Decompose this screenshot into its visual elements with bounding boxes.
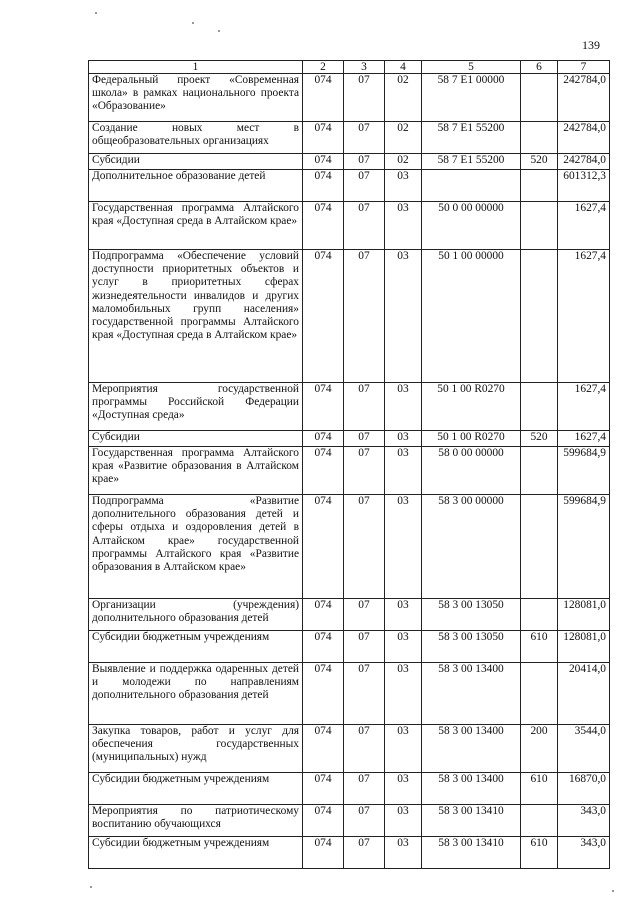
table-row (89, 599, 610, 631)
row-target-article-cell (422, 170, 521, 202)
row-expense-type-cell (521, 202, 558, 250)
row-ministry-cell: 074 (303, 663, 344, 725)
row-subsection-cell: 03 (385, 599, 422, 631)
row-name-cell: Подпрограмма «Развитие дополнительного образования детей и сферы отдыха и оздоровления детей в Алтайском крае» государственной программы Алтайского края «Развитие образования в Алтайском крае» (89, 495, 303, 599)
row-subsection-cell: 03 (385, 447, 422, 495)
row-expense-type-cell: 200 (521, 725, 558, 773)
table-row (89, 447, 610, 495)
header-row (89, 61, 610, 74)
row-ministry-cell: 074 (303, 447, 344, 495)
row-amount-cell: 242784,0 (558, 154, 610, 170)
row-section-cell: 07 (344, 383, 385, 431)
row-ministry-cell: 074 (303, 122, 344, 154)
row-amount-cell: 242784,0 (558, 74, 610, 122)
row-expense-type-cell: 610 (521, 837, 558, 869)
row-ministry-cell: 074 (303, 725, 344, 773)
row-amount-cell: 343,0 (558, 805, 610, 837)
row-name-cell: Мероприятия по патриотическому воспитанию обучающихся (89, 805, 303, 837)
row-name-cell: Государственная программа Алтайского края «Доступная среда в Алтайском крае» (89, 202, 303, 250)
row-expense-type-cell: 610 (521, 773, 558, 805)
row-subsection-cell: 03 (385, 170, 422, 202)
table-row (89, 805, 610, 837)
row-ministry-cell: 074 (303, 805, 344, 837)
row-target-article-cell: 58 3 00 13410 (422, 837, 521, 869)
header-col-1: 1 (89, 61, 303, 74)
row-ministry-cell: 074 (303, 383, 344, 431)
row-target-article-cell: 58 0 00 00000 (422, 447, 521, 495)
row-expense-type-cell (521, 383, 558, 431)
header-col-5: 5 (422, 61, 521, 74)
row-target-article-cell: 50 1 00 00000 (422, 250, 521, 383)
table-row (89, 170, 610, 202)
row-subsection-cell: 03 (385, 202, 422, 250)
table-row (89, 74, 610, 122)
row-subsection-cell: 03 (385, 431, 422, 447)
row-name-cell: Дополнительное образование детей (89, 170, 303, 202)
row-amount-cell: 599684,9 (558, 447, 610, 495)
row-expense-type-cell (521, 447, 558, 495)
row-expense-type-cell (521, 170, 558, 202)
row-amount-cell: 599684,9 (558, 495, 610, 599)
row-target-article-cell: 58 7 E1 55200 (422, 122, 521, 154)
row-target-article-cell: 50 1 00 R0270 (422, 431, 521, 447)
row-expense-type-cell (521, 122, 558, 154)
row-name-cell: Субсидии (89, 154, 303, 170)
row-target-article-cell: 58 3 00 13400 (422, 725, 521, 773)
row-amount-cell: 1627,4 (558, 250, 610, 383)
row-amount-cell: 601312,3 (558, 170, 610, 202)
row-name-cell: Субсидии бюджетным учреждениям (89, 773, 303, 805)
row-name-cell: Субсидии бюджетным учреждениям (89, 837, 303, 869)
row-expense-type-cell: 520 (521, 154, 558, 170)
row-name-cell: Федеральный проект «Современная школа» в рамках национального проекта «Образование» (89, 74, 303, 122)
row-ministry-cell: 074 (303, 599, 344, 631)
row-expense-type-cell: 610 (521, 631, 558, 663)
row-section-cell: 07 (344, 250, 385, 383)
row-expense-type-cell (521, 250, 558, 383)
row-name-cell: Мероприятия государственной программы Российской Федерации «Доступная среда» (89, 383, 303, 431)
row-section-cell: 07 (344, 773, 385, 805)
page-number: 139 (582, 38, 600, 52)
row-ministry-cell: 074 (303, 837, 344, 869)
table-row (89, 431, 610, 447)
row-section-cell: 07 (344, 631, 385, 663)
budget-table (88, 60, 610, 869)
row-name-cell: Субсидии (89, 431, 303, 447)
header-col-4: 4 (385, 61, 422, 74)
table-row (89, 383, 610, 431)
row-expense-type-cell (521, 495, 558, 599)
row-expense-type-cell: 520 (521, 431, 558, 447)
row-amount-cell: 20414,0 (558, 663, 610, 725)
row-section-cell: 07 (344, 122, 385, 154)
row-section-cell: 07 (344, 74, 385, 122)
row-subsection-cell: 03 (385, 631, 422, 663)
row-amount-cell: 1627,4 (558, 431, 610, 447)
row-subsection-cell: 03 (385, 725, 422, 773)
table-row (89, 495, 610, 599)
header-col-7: 7 (558, 61, 610, 74)
table-row (89, 663, 610, 725)
table-row (89, 837, 610, 869)
row-ministry-cell: 074 (303, 431, 344, 447)
row-section-cell: 07 (344, 170, 385, 202)
table-row (89, 725, 610, 773)
scan-speck (95, 12, 97, 14)
row-name-cell: Субсидии бюджетным учреждениям (89, 631, 303, 663)
row-section-cell: 07 (344, 599, 385, 631)
row-expense-type-cell (521, 805, 558, 837)
row-target-article-cell: 58 3 00 13050 (422, 631, 521, 663)
table-row (89, 250, 610, 383)
row-subsection-cell: 03 (385, 837, 422, 869)
row-name-cell: Государственная программа Алтайского края «Развитие образования в Алтайском крае» (89, 447, 303, 495)
row-section-cell: 07 (344, 805, 385, 837)
row-target-article-cell: 58 7 E1 00000 (422, 74, 521, 122)
row-name-cell: Подпрограмма «Обеспечение условий доступности приоритетных объектов и услуг в приоритетных сферах жизнедеятельности инвалидов и других маломобильных групп населения» государственной программы Алтайского края «Доступная среда в Алтайском крае» (89, 250, 303, 383)
row-target-article-cell: 58 3 00 13400 (422, 663, 521, 725)
table-row (89, 154, 610, 170)
row-subsection-cell: 02 (385, 74, 422, 122)
row-subsection-cell: 02 (385, 122, 422, 154)
table-row (89, 122, 610, 154)
row-subsection-cell: 03 (385, 495, 422, 599)
row-ministry-cell: 074 (303, 631, 344, 663)
row-expense-type-cell (521, 74, 558, 122)
row-ministry-cell: 074 (303, 250, 344, 383)
row-subsection-cell: 02 (385, 154, 422, 170)
row-ministry-cell: 074 (303, 202, 344, 250)
row-target-article-cell: 58 7 E1 55200 (422, 154, 521, 170)
row-section-cell: 07 (344, 154, 385, 170)
row-ministry-cell: 074 (303, 154, 344, 170)
scan-speck (218, 30, 220, 32)
row-section-cell: 07 (344, 725, 385, 773)
table-row (89, 202, 610, 250)
row-amount-cell: 242784,0 (558, 122, 610, 154)
scan-speck (612, 890, 614, 892)
row-subsection-cell: 03 (385, 773, 422, 805)
row-target-article-cell: 58 3 00 13400 (422, 773, 521, 805)
row-target-article-cell: 58 3 00 13410 (422, 805, 521, 837)
row-amount-cell: 1627,4 (558, 202, 610, 250)
scan-speck (192, 22, 194, 24)
row-name-cell: Закупка товаров, работ и услуг для обеспечения государственных (муниципальных) нужд (89, 725, 303, 773)
row-ministry-cell: 074 (303, 74, 344, 122)
table-row (89, 773, 610, 805)
header-col-3: 3 (344, 61, 385, 74)
row-ministry-cell: 074 (303, 773, 344, 805)
row-amount-cell: 343,0 (558, 837, 610, 869)
row-section-cell: 07 (344, 447, 385, 495)
row-name-cell: Создание новых мест в общеобразовательных организациях (89, 122, 303, 154)
header-col-6: 6 (521, 61, 558, 74)
row-target-article-cell: 50 0 00 00000 (422, 202, 521, 250)
row-section-cell: 07 (344, 495, 385, 599)
row-amount-cell: 128081,0 (558, 631, 610, 663)
table-row (89, 631, 610, 663)
row-amount-cell: 16870,0 (558, 773, 610, 805)
row-name-cell: Выявление и поддержка одаренных детей и молодежи по направлениям дополнительного образования детей (89, 663, 303, 725)
row-amount-cell: 3544,0 (558, 725, 610, 773)
row-section-cell: 07 (344, 431, 385, 447)
row-target-article-cell: 58 3 00 00000 (422, 495, 521, 599)
scan-speck (90, 886, 92, 888)
row-name-cell: Организации (учреждения) дополнительного образования детей (89, 599, 303, 631)
row-amount-cell: 128081,0 (558, 599, 610, 631)
row-subsection-cell: 03 (385, 663, 422, 725)
row-subsection-cell: 03 (385, 250, 422, 383)
row-subsection-cell: 03 (385, 383, 422, 431)
row-section-cell: 07 (344, 837, 385, 869)
row-target-article-cell: 50 1 00 R0270 (422, 383, 521, 431)
row-expense-type-cell (521, 663, 558, 725)
header-col-2: 2 (303, 61, 344, 74)
row-ministry-cell: 074 (303, 495, 344, 599)
row-expense-type-cell (521, 599, 558, 631)
row-subsection-cell: 03 (385, 805, 422, 837)
row-section-cell: 07 (344, 663, 385, 725)
row-section-cell: 07 (344, 202, 385, 250)
row-target-article-cell: 58 3 00 13050 (422, 599, 521, 631)
row-ministry-cell: 074 (303, 170, 344, 202)
row-amount-cell: 1627,4 (558, 383, 610, 431)
